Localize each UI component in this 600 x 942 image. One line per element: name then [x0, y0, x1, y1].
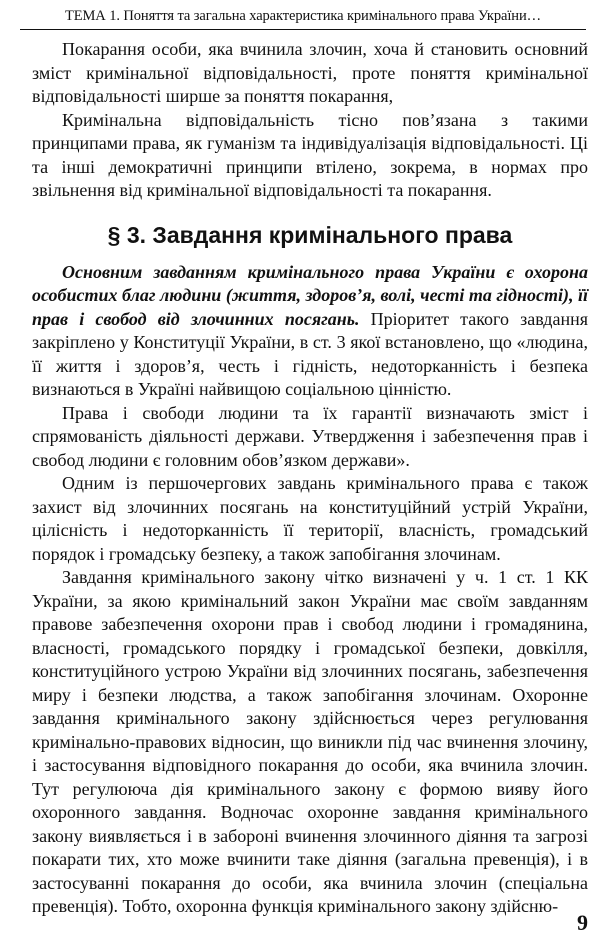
page-number: 9 [577, 910, 588, 935]
paragraph: Кримінальна відповідальність тісно пов’язана з такими принципами права, як гуманізм та індивідуалізація відповідальності. Ці та інші демократичні принципи втілено, зокрема, в нормах про звільнення від кримінальної відповідальності та покарання. [32, 109, 588, 200]
paragraph: Покарання особи, яка вчинила злочин, хоча й становить основний зміст кримінальної відповідальності, проте поняття кримінальної відповідальності ширше за поняття покарання, [32, 39, 588, 106]
section-heading: § 3. Завдання кримінального права [107, 221, 513, 248]
emphasized-text: Основним завданням кримінального права України є охорона особистих благ людини (життя, здоров’я, волі, честі та гідності), її прав і свобод від злочинних посягань. [32, 261, 588, 329]
running-header: ТЕМА 1. Поняття та загальна характеристика кримінального права України… [20, 8, 586, 30]
paragraph: Завдання кримінального закону чітко визначені у ч. 1 ст. 1 КК України, за якою кримінальний закон України має своїм завданням правове забезпечення охорони прав і свобод людини і громадянина, власності, громадського порядку і громадської безпеки, довкілля, конституційного устрою України від злочинних посягань, забезпечення миру і безпеки людства, а також запобігання злочинам. Охоронне завдання кримінального закону здійснюється через регулювання кримінально-правових відносин, що виникли під час вчинення злочину, і застосування відповідного покарання до особи, яка вчинила злочин. Тут регулююча дія кримінального закону є формою вияву його охоронного завдання. Водночас охоронне завдання кримінального закону виявляється і в забороні вчинення злочинного діяння та загрозі покарати тих, хто може вчинити таке діяння (загальна превенція), і в застосуванні покарання до особи, яка вчинила злочин (спеціальна превенція). Тобто, охоронна функція кримінального закону здійсню- [32, 567, 588, 916]
paragraph: Одним із першочергових завдань кримінального права є також захист від злочинних посягань на конституційний устрій України, цілісність і недоторканність її території, власність, громадський порядок і громадську безпеку, а також запобігання злочинам. [32, 473, 588, 564]
intro-text: Пріоритет такого завдання закріплено у Конституції України, в ст. 3 якої встановлено, що «людина, її життя і здоров’я, честь і гідність, недоторканність і безпека визнаються в Україні найвищою соціальною цінністю. [32, 308, 588, 399]
paragraph-intro [32, 261, 588, 402]
paragraph: Права і свободи людини та їх гарантії визначають зміст і спрямованість діяльності держави. Утвердження і забезпечення прав і свобод людини є головним обов’язком держави». [32, 402, 588, 470]
page-body [32, 38, 588, 919]
